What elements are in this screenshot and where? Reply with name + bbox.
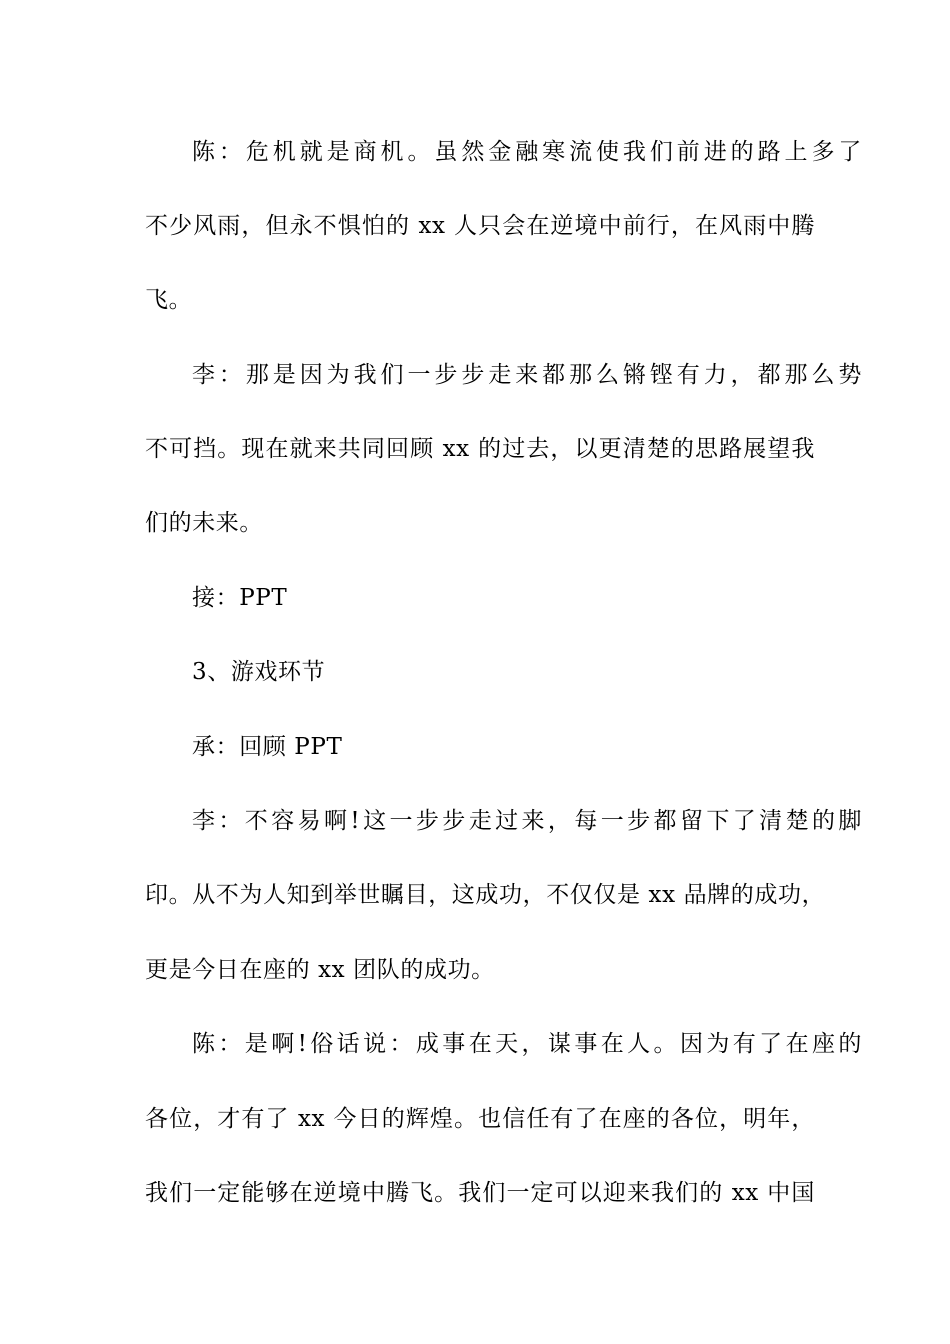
paragraph-li-2-line-2: 印。从不为人知到举世瞩目，这成功，不仅仅是 xx 品牌的成功， <box>145 882 826 908</box>
paragraph-chen-1-line-2: 不少风雨，但永不惧怕的 xx 人只会在逆境中前行，在风雨中腾 <box>145 213 815 239</box>
paragraph-chen-2-line-1: 陈：是啊!俗话说：成事在天，谋事在人。因为有了在座的 <box>192 1031 862 1057</box>
paragraph-cheng: 承：回顾 PPT <box>192 734 343 760</box>
section-heading-game: 3、游戏环节 <box>192 659 326 685</box>
paragraph-chen-1-line-3: 飞。 <box>145 287 193 313</box>
paragraph-li-2-line-3: 更是今日在座的 xx 团队的成功。 <box>145 957 495 983</box>
paragraph-chen-2-line-2: 各位，才有了 xx 今日的辉煌。也信任有了在座的各位，明年， <box>145 1106 815 1132</box>
paragraph-li-1-line-3: 们的未来。 <box>145 510 263 536</box>
paragraph-chen-2-line-3: 我们一定能够在逆境中腾飞。我们一定可以迎来我们的 xx 中国 <box>145 1180 815 1206</box>
paragraph-li-1-line-1: 李：那是因为我们一步步走来都那么锵铿有力，都那么势 <box>192 362 862 388</box>
paragraph-li-2-line-1: 李：不容易啊!这一步步走过来，每一步都留下了清楚的脚 <box>192 808 862 834</box>
paragraph-chen-1-line-1: 陈：危机就是商机。虽然金融寒流使我们前进的路上多了 <box>192 139 862 165</box>
paragraph-jie: 接：PPT <box>192 585 288 611</box>
paragraph-li-1-line-2: 不可挡。现在就来共同回顾 xx 的过去，以更清楚的思路展望我 <box>145 436 815 462</box>
